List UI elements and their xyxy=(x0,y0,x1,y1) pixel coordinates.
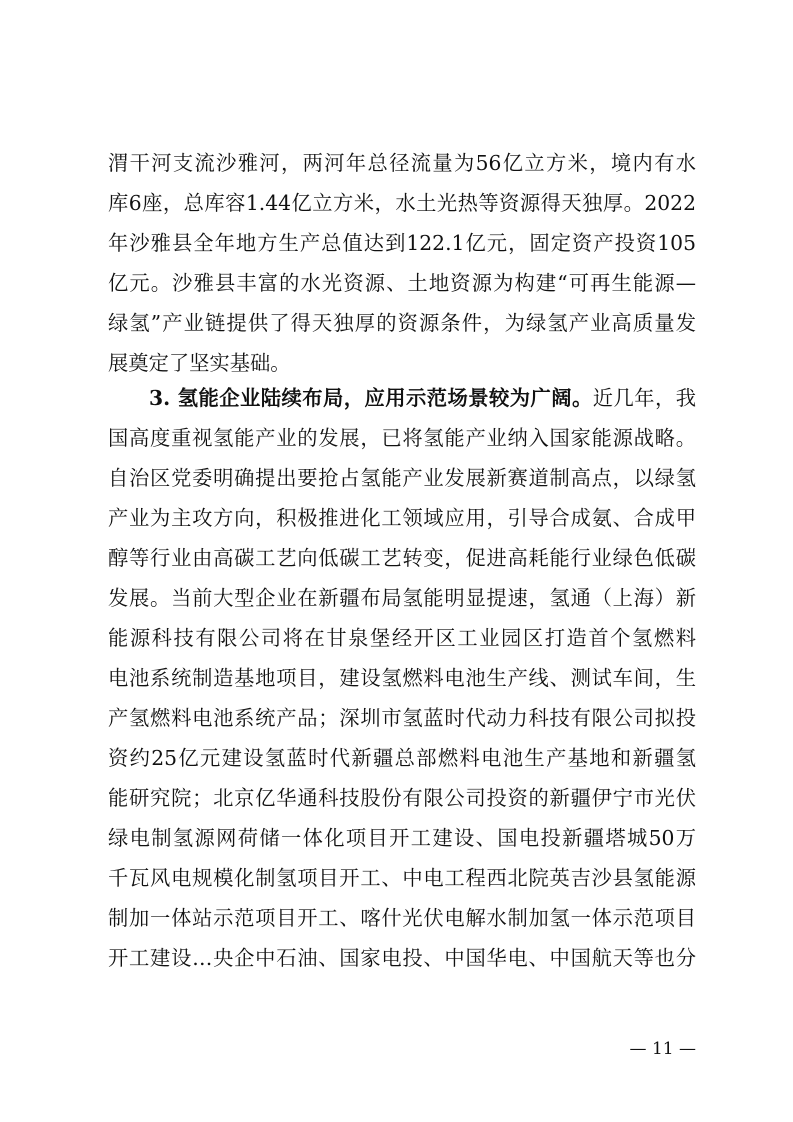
paragraph-line: 绿氢”产业链提供了得天独厚的资源条件，为绿氢产业高质量发 xyxy=(108,311,696,335)
paragraph-line: 绿电制氢源网荷储一体化项目开工建设、国电投新疆塔城50万 xyxy=(108,826,696,850)
paragraph-line: 开工建设…央企中石油、国家电投、中国华电、中国航天等也分 xyxy=(108,946,696,970)
paragraph-line: 制加一体站示范项目开工、喀什光伏电解水制加氢一体示范项目 xyxy=(108,906,696,930)
paragraph-line: 醇等行业由高碳工艺向低碳工艺转变，促进高耗能行业绿色低碳 xyxy=(108,546,696,570)
paragraph-line: 产业为主攻方向，积极推进化工领域应用，引导合成氨、合成甲 xyxy=(108,506,696,530)
paragraph-line: 能研究院；北京亿华通科技股份有限公司投资的新疆伊宁市光伏 xyxy=(108,786,696,810)
paragraph-line: 电池系统制造基地项目，建设氢燃料电池生产线、测试车间，生 xyxy=(108,666,696,690)
paragraph-line: 国高度重视氢能产业的发展，已将氢能产业纳入国家能源战略。 xyxy=(108,426,696,450)
section-heading-line xyxy=(149,378,696,418)
paragraph-line: 千瓦风电规模化制氢项目开工、中电工程西北院英吉沙县氢能源 xyxy=(108,866,696,890)
paragraph-line: 库6座，总库容1.44亿立方米，水土光热等资源得天独厚。2022 xyxy=(108,191,696,215)
paragraph-line: 发展。当前大型企业在新疆布局氢能明显提速，氢通（上海）新 xyxy=(108,586,696,610)
paragraph-line: 自治区党委明确提出要抢占氢能产业发展新赛道制高点，以绿氢 xyxy=(108,466,696,490)
page-number: — 11 — xyxy=(629,1039,696,1059)
paragraph-line: 展奠定了坚实基础。 xyxy=(108,351,291,375)
paragraph-line: 年沙雅县全年地方生产总值达到122.1亿元，固定资产投资105 xyxy=(108,231,696,255)
paragraph-text: 近几年，我 xyxy=(592,386,696,410)
paragraph-line: 能源科技有限公司将在甘泉堡经开区工业园区打造首个氢燃料 xyxy=(108,626,696,650)
paragraph-line: 渭干河支流沙雅河，两河年总径流量为56亿立方米，境内有水 xyxy=(108,151,696,175)
section-heading: 3. 氢能企业陆续布局，应用示范场景较为广阔。 xyxy=(149,386,593,410)
paragraph-line: 产氢燃料电池系统产品；深圳市氢蓝时代动力科技有限公司拟投 xyxy=(108,706,696,730)
paragraph-line: 亿元。沙雅县丰富的水光资源、土地资源为构建“可再生能源— xyxy=(108,271,696,295)
paragraph-line: 资约25亿元建设氢蓝时代新疆总部燃料电池生产基地和新疆氢 xyxy=(108,746,696,770)
